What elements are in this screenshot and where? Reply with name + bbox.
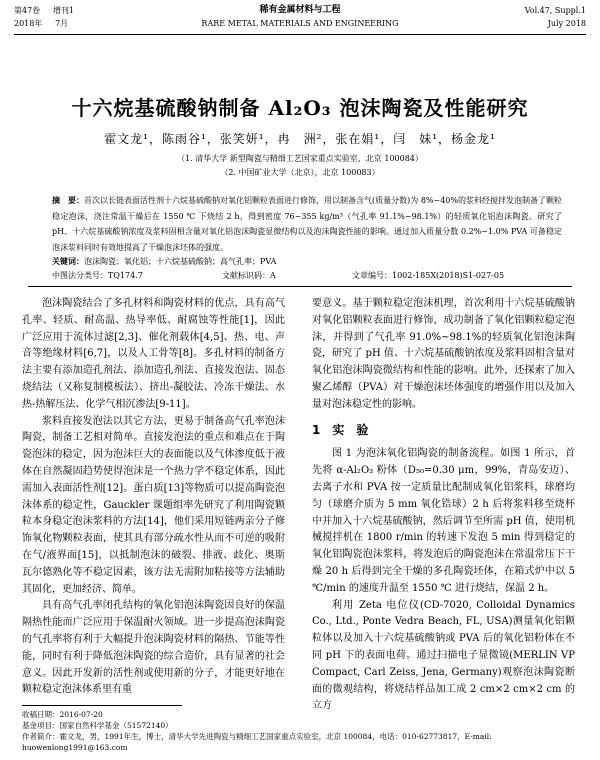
paper-title: 十六烷基硫酸钠制备 Al₂O₃ 泡沫陶瓷及性能研究 <box>71 96 529 120</box>
footnote <box>22 709 582 753</box>
document-code: 文献标识码：A <box>222 271 276 280</box>
affiliation-2: （2. 中国矿业大学（北京），北京 100083） <box>220 168 380 177</box>
header-right <box>525 4 586 30</box>
body-column-left <box>22 296 285 699</box>
header-rule <box>14 34 586 35</box>
article-number: 文章编号：1002-185X(2018)S1-027-05 <box>352 271 505 280</box>
body-paragraph: 要意义。基于颗粒稳定泡沫机理，首次利用十六烷基硫酸钠对氧化铝颗粒表面进行修饰，成功制备了氧化铝颗粒稳定泡沫，并得到了气孔率 91.0%~98.1%的轻质氧化铝泡沫陶瓷，研究了 pH 值、十六烷基硫酸钠浓度及浆料固相含量对氧化铝泡沫陶瓷微结构和性能的影响。此外，还探索了加入聚乙烯醇（PVA）对干燥泡沫坯体强度的增强作用以及加入量对泡沫稳定性的影响。 <box>312 298 575 410</box>
body-paragraph: 泡沫陶瓷结合了多孔材料和陶瓷材料的优点，具有高气孔率、轻质、耐高温、热导率低、耐腐蚀等性能[1]，因此广泛应用于流体过滤[2,3]、催化剂载体[4,5]、热、电、声音等绝缘材料[6,7]，以及人工骨等[8]。多孔材料的制备方法主要有添加造孔剂法、添加造孔剂法、直接发泡法、固态烧结法（又称复制模板法）、挤出-凝胶法、冷冻干燥法、水热-热解压法、化学气相沉渗法[9-11]。 <box>22 298 285 410</box>
journal-name-en: RARE METAL MATERIALS AND ENGINEERING <box>201 19 399 28</box>
received-date: 收稿日期：2016-07-20 <box>22 710 103 719</box>
year-cn: 2018年 <box>14 19 43 28</box>
section-heading: 1 实 验 <box>312 422 369 437</box>
keywords <box>52 255 562 268</box>
body-paragraph: 利用 Zeta 电位仪(CD-7020, Colloidal Dynamics Co., Ltd., Ponte Vedra Beach, FL, USA)测量氧化铝颗粒体以及加入十六烷基硫酸钠或 PVA 后的氧化铝粉体在不同 pH 下的表面电荷。通过扫描电子显微镜(MERLIN VP Compact, Carl Zeiss, Jena, Germany)观察泡沫陶瓷断面的微观结构，将烧结样品加工成 2 cm×2 cm×2 cm 的立方 <box>312 599 575 712</box>
abstract <box>52 193 562 255</box>
body-paragraph: 具有高气孔率闭孔结构的氧化铝泡沫陶瓷因良好的保温隔热性能而广泛应用于保温耐火领域。进一步提高泡沫陶瓷的气孔率将有利于大幅提升泡沫陶瓷材料的隔热、节能等性能，同时有利于降低泡沫陶瓷的综合造价，具有显著的社会意义。因此开发新的活性剂或使用新的分子，才能更好地在颗粒稳定泡沫体系里有重 <box>22 600 285 696</box>
month-cn: 7月 <box>55 19 69 28</box>
body-paragraph: 图 1 为泡沫氧化铝陶瓷的制备流程。如图 1 所示，首先将 α-Al₂O₃ 粉体（D₅₀=0.30 μm，99%，青岛安迈）、去离子水和 PVA 按一定质量比配制成氧化铝浆料，球磨均匀（球磨介质为 5 mm 氧化锆球）2 h 后将浆料移至烧杯中并加入十六烷基硫酸钠，然后调节至所需 pH 值，使用机械搅拌机在 1800 r/min 的转速下发泡 5 min 得到稳定的氧化铝陶瓷泡沫浆料，将发泡后的陶瓷泡沫在常温常压下干燥 20 h 后得到完全干燥的多孔陶瓷坯体，在箱式炉中以 5 ℃/min 的速度升温至 1550 ℃ 进行烧结，保温 2 h。 <box>312 448 575 594</box>
abstract-separator <box>28 286 572 287</box>
journal-name-cn: 稀有金属材料与工程 <box>259 5 341 15</box>
date-en: July 2018 <box>547 19 586 28</box>
bio-label: 作者简介： <box>22 732 60 741</box>
keywords-label: 关键词： <box>52 256 84 266</box>
fund-info: 基金项目：国家自然科学基金（51572140） <box>22 721 173 730</box>
author-list: 霍文龙¹，陈雨谷¹，张笑妍¹，冉 洲²，张在娟¹，闫 妹¹，杨金龙¹ <box>104 132 496 146</box>
header-left <box>14 4 74 30</box>
volume-en: Vol.47, Suppl.1 <box>524 6 586 15</box>
clc-number: 中图法分类号：TQ174.7 <box>52 271 143 280</box>
affiliation-1: （1. 清华大学 新型陶瓷与精细工艺国家重点实验室，北京 100084） <box>177 154 423 163</box>
header-journal <box>174 4 426 30</box>
abstract-label: 摘 要： <box>52 195 85 205</box>
bio-text: 霍文龙，男，1991年生，博士，清华大学先进陶瓷与精细工艺国家重点实验室，北京 100084，电话：010-62773817，E-mail: huowenlong1991@163.com <box>22 732 492 752</box>
keywords-text: 泡沫陶瓷；氧化铝；十六烷基硫酸钠；高气孔率；PVA <box>84 257 277 266</box>
classification-line <box>52 269 562 282</box>
supplement-cn: 增刊1 <box>52 6 74 15</box>
footnote-rule <box>22 705 182 706</box>
body-paragraph: 浆料直接发泡法以其它方法，更易于制备高气孔率泡沫陶瓷，制备工艺相对简单。直接发泡法的重点和难点在于陶瓷泡沫的稳定，因为泡沫巨大的表面能以及气体渗度低于液体在自然凝固趋势使得泡沫是一个热力学不稳定体系，因此需加入表面活性剂[12]。蛋白质[13]等物质可以提高陶瓷泡沫体系的稳定性，Gauckler 课题组率先研究了利用陶瓷颗粒本身稳定泡沫浆料的方法[14]，他们采用短链两亲分子修饰氧化物颗粒表面，使其具有部分疏水性从而不可逆的吸附在气/液界面[15]，以抵制泡沫的破裂、排液、歧化、奥斯瓦尔德熟化等不稳定因素，该方法无需附加粘接等方法辅助其固化，更加经济、简单。 <box>22 415 285 595</box>
running-header <box>14 4 586 48</box>
body-column-right <box>312 296 575 715</box>
abstract-text: 首次以长链表面活性剂十六烷基硫酸钠对氧化铝颗粒表面进行修饰，用以制备含气(质量分数)为 8%~40%的浆料经搅拌发泡制备了颗粒稳定泡沫，浇注常温干燥后在 1550 ℃ 下烧结 2 h，得到密度 76~355 kg/m³（气孔率 91.1%~98.1%）的轻质氧化铝泡沫陶瓷。研究了 pH、十六烷基硫酸钠浓度及浆料固相含量对氧化铝泡沫陶瓷显微结构以及泡沫陶瓷性能的影响。通过加入质量分数 0.2%~1.0% PVA 可备稳定泡沫浆料同时有效地提高了干燥泡沫坯体的强度。 <box>52 196 562 252</box>
volume-cn: 第47卷 <box>14 6 41 15</box>
author-bio <box>22 731 582 753</box>
